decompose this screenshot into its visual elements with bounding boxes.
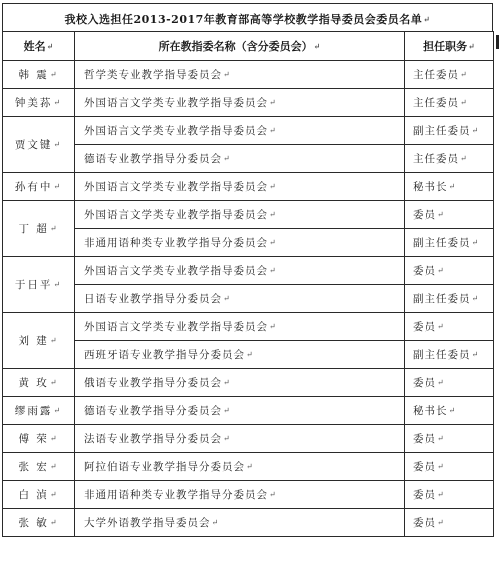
table-row — [3, 313, 494, 341]
table-row — [3, 285, 494, 313]
member-role: 委员↵ — [405, 257, 494, 285]
committee-name: 外国语言文学类专业教学指导委员会↵ — [75, 201, 405, 229]
member-name: 孙有中↵ — [3, 173, 75, 201]
table-row — [3, 61, 494, 89]
member-name: 韩 震↵ — [3, 61, 75, 89]
member-name: 张 敏↵ — [3, 509, 75, 537]
table-row — [3, 453, 494, 481]
member-name: 贾文键↵ — [3, 117, 75, 173]
committee-name: 外国语言文学类专业教学指导委员会↵ — [75, 257, 405, 285]
member-role: 副主任委员↵ — [405, 229, 494, 257]
document-title-text: 我校入选担任2013-2017年教育部高等学校教学指导委员会委员名单 — [64, 12, 423, 26]
paragraph-mark: ↵ — [423, 13, 431, 24]
document-page — [2, 3, 493, 574]
member-name: 傅 荣↵ — [3, 425, 75, 453]
table-row — [3, 229, 494, 257]
member-name: 黄 玫↵ — [3, 369, 75, 397]
table-row — [3, 117, 494, 145]
member-name: 钟美荪↵ — [3, 89, 75, 117]
table-row — [3, 509, 494, 537]
member-role: 主任委员↵ — [405, 145, 494, 173]
committee-name: 俄语专业教学指导分委员会↵ — [75, 369, 405, 397]
header-committee: 所在教指委名称（含分委员会）↵ — [75, 32, 405, 61]
committee-name: 外国语言文学类专业教学指导委员会↵ — [75, 117, 405, 145]
member-role: 委员↵ — [405, 509, 494, 537]
committee-name: 德语专业教学指导分委员会↵ — [75, 397, 405, 425]
header-name: 姓名↵ — [3, 32, 75, 61]
member-name: 丁 超↵ — [3, 201, 75, 257]
committee-roster-table — [2, 31, 494, 537]
committee-name: 法语专业教学指导分委员会↵ — [75, 425, 405, 453]
table-row — [3, 201, 494, 229]
member-role: 主任委员↵ — [405, 89, 494, 117]
table-row — [3, 257, 494, 285]
member-name: 刘 建↵ — [3, 313, 75, 369]
table-row — [3, 369, 494, 397]
member-role: 委员↵ — [405, 453, 494, 481]
committee-name: 德语专业教学指导分委员会↵ — [75, 145, 405, 173]
committee-name: 日语专业教学指导分委员会↵ — [75, 285, 405, 313]
member-role: 委员↵ — [405, 201, 494, 229]
member-name: 白 湞↵ — [3, 481, 75, 509]
member-name: 于日平↵ — [3, 257, 75, 313]
committee-name: 外国语言文学类专业教学指导委员会↵ — [75, 89, 405, 117]
table-row — [3, 341, 494, 369]
member-role: 主任委员↵ — [405, 61, 494, 89]
table-row — [3, 481, 494, 509]
member-name: 张 宏↵ — [3, 453, 75, 481]
member-role: 秘书长↵ — [405, 397, 494, 425]
table-row — [3, 173, 494, 201]
committee-name: 非通用语种类专业教学指导分委员会↵ — [75, 229, 405, 257]
committee-name: 哲学类专业教学指导委员会↵ — [75, 61, 405, 89]
committee-name: 阿拉伯语专业教学指导分委员会↵ — [75, 453, 405, 481]
table-header-row — [3, 32, 494, 61]
committee-name: 外国语言文学类专业教学指导委员会↵ — [75, 173, 405, 201]
member-role: 副主任委员↵ — [405, 117, 494, 145]
document-title — [2, 3, 493, 31]
member-role: 委员↵ — [405, 425, 494, 453]
member-role: 委员↵ — [405, 369, 494, 397]
member-role: 委员↵ — [405, 313, 494, 341]
member-name: 缪雨露↵ — [3, 397, 75, 425]
member-role: 副主任委员↵ — [405, 341, 494, 369]
table-row — [3, 397, 494, 425]
table-row — [3, 89, 494, 117]
table-row — [3, 145, 494, 173]
member-role: 委员↵ — [405, 481, 494, 509]
member-role: 秘书长↵ — [405, 173, 494, 201]
header-role: 担任职务↵ — [405, 32, 494, 61]
committee-name: 西班牙语专业教学指导分委员会↵ — [75, 341, 405, 369]
member-role: 副主任委员↵ — [405, 285, 494, 313]
committee-name: 非通用语种类专业教学指导分委员会↵ — [75, 481, 405, 509]
committee-name: 大学外语教学指导委员会↵ — [75, 509, 405, 537]
table-row — [3, 425, 494, 453]
committee-name: 外国语言文学类专业教学指导委员会↵ — [75, 313, 405, 341]
